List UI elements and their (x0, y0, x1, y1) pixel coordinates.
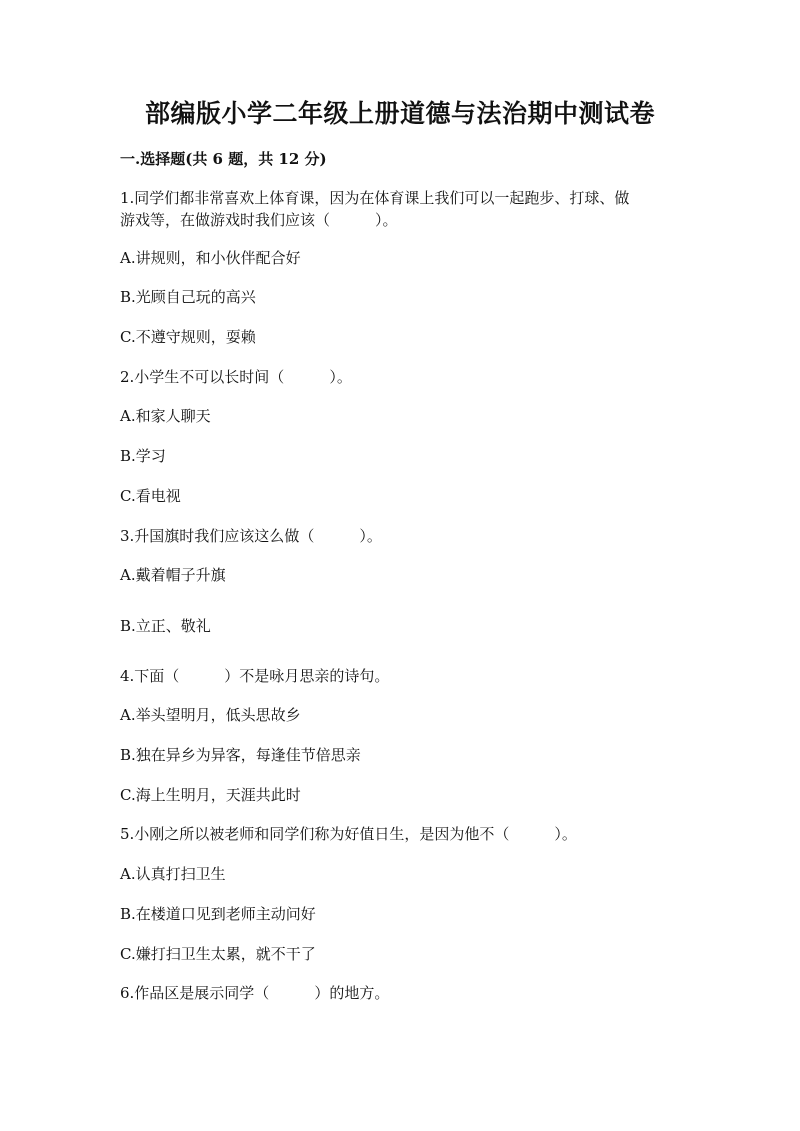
question-3-stem: 3.升国旗时我们应该这么做（ ）。 (120, 527, 382, 545)
section-heading: 一.选择题(共 6 题，共 12 分) (120, 150, 327, 168)
question-3-option-b: B.立正、敬礼 (120, 617, 211, 635)
question-5-option-b: B.在楼道口见到老师主动问好 (120, 905, 316, 923)
question-2-option-c: C.看电视 (120, 487, 181, 505)
question-6-stem: 6.作品区是展示同学（ ）的地方。 (120, 984, 390, 1002)
question-2-stem: 2.小学生不可以长时间（ ）。 (120, 368, 352, 386)
question-1-option-b: B.光顾自己玩的高兴 (120, 288, 256, 306)
question-2-option-b: B.学习 (120, 447, 166, 465)
page-title: 部编版小学二年级上册道德与法治期中测试卷 (144, 99, 655, 128)
question-4-option-a: A.举头望明月，低头思故乡 (120, 706, 301, 724)
question-1-option-a: A.讲规则，和小伙伴配合好 (120, 249, 301, 267)
question-1-stem-line-1: 1.同学们都非常喜欢上体育课，因为在体育课上我们可以一起跑步、打球、做 (120, 189, 630, 207)
question-5-option-c: C.嫌打扫卫生太累，就不干了 (120, 945, 316, 963)
question-5-stem: 5.小刚之所以被老师和同学们称为好值日生，是因为他不（ ）。 (120, 825, 577, 843)
question-4-option-c: C.海上生明月，天涯共此时 (120, 786, 301, 804)
question-5-option-a: A.认真打扫卫生 (120, 865, 226, 883)
question-1-option-c: C.不遵守规则，耍赖 (120, 328, 256, 346)
question-2-option-a: A.和家人聊天 (120, 407, 211, 425)
question-4-stem: 4.下面（ ）不是咏月思亲的诗句。 (120, 667, 390, 685)
question-3-option-a: A.戴着帽子升旗 (120, 566, 226, 584)
question-4-option-b: B.独在异乡为异客，每逢佳节倍思亲 (120, 746, 361, 764)
question-1-stem-line-2: 游戏等，在做游戏时我们应该（ ）。 (120, 211, 398, 229)
